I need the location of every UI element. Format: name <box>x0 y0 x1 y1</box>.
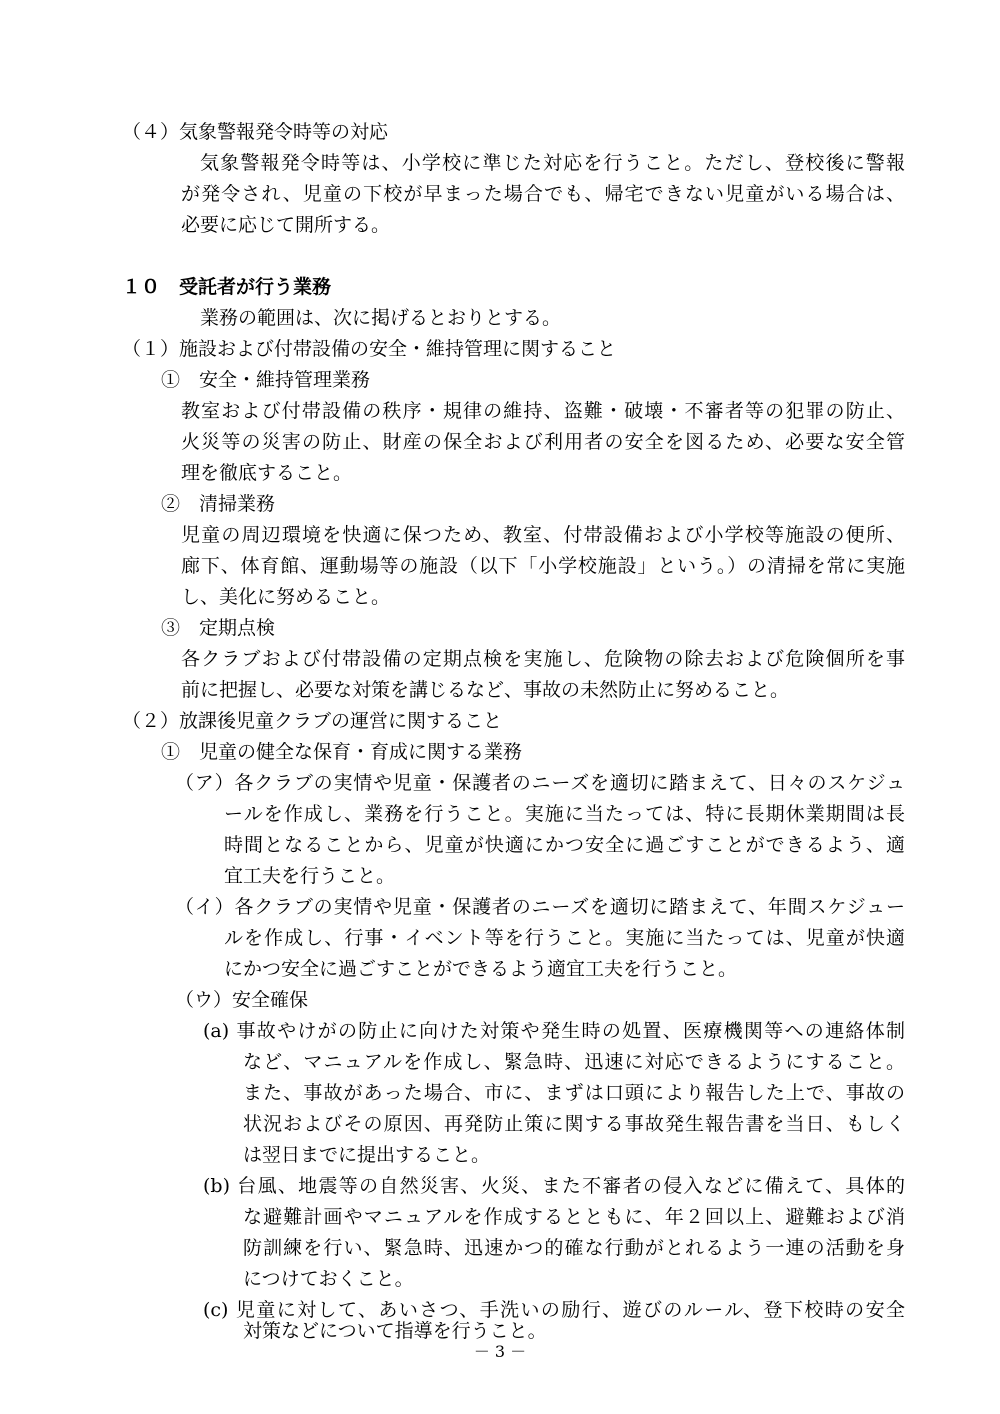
paragraph-line: 児童の周辺環境を快適に保つため、教室、付帯設備および小学校等施設の便所、 <box>181 524 905 546</box>
paragraph-line: ールを作成し、業務を行うこと。実施に当たっては、特に長期休業期間は長 <box>224 803 905 825</box>
paragraph-line: な避難計画やマニュアルを作成するとともに、年２回以上、避難および消 <box>243 1206 905 1228</box>
paragraph-line: 理を徹底すること。 <box>181 462 353 484</box>
paragraph-line: (b) 台風、地震等の自然災害、火災、また不審者の侵入などに備えて、具体的 <box>203 1175 905 1197</box>
paragraph-line: 各クラブおよび付帯設備の定期点検を実施し、危険物の除去および危険個所を事 <box>181 648 905 670</box>
subsection-2-heading: （２）放課後児童クラブの運営に関すること <box>122 710 503 732</box>
paragraph-line: にかつ安全に過ごすことができるよう適宜工夫を行うこと。 <box>224 958 738 980</box>
paragraph-line: 業務の範囲は、次に掲げるとおりとする。 <box>200 307 562 329</box>
item-heading: ③ 定期点検 <box>161 617 276 639</box>
item-heading: （ウ）安全確保 <box>175 989 309 1011</box>
item-heading: ① 児童の健全な保育・育成に関する業務 <box>161 741 523 763</box>
paragraph-line: が発令され、児童の下校が早まった場合でも、帰宅できない児童がいる場合は、 <box>181 183 905 205</box>
paragraph-line: (a) 事故やけがの防止に向けた対策や発生時の処置、医療機関等への連絡体制 <box>203 1020 905 1042</box>
paragraph-line: （ア）各クラブの実情や児童・保護者のニーズを適切に踏まえて、日々のスケジュ <box>175 772 905 794</box>
paragraph-line: (c) 児童に対して、あいさつ、手洗いの励行、遊びのルール、登下校時の安全 <box>203 1299 905 1321</box>
paragraph-line: 廊下、体育館、運動場等の施設（以下「小学校施設」という。）の清掃を常に実施 <box>181 555 905 577</box>
paragraph-line: また、事故があった場合、市に、まずは口頭により報告した上で、事故の <box>243 1082 905 1104</box>
paragraph-line: は翌日までに提出すること。 <box>243 1144 491 1166</box>
paragraph-line: 火災等の災害の防止、財産の保全および利用者の安全を図るため、必要な安全管 <box>181 431 905 453</box>
paragraph-line: 宜工夫を行うこと。 <box>224 865 396 887</box>
paragraph-line: 必要に応じて開所する。 <box>181 214 391 236</box>
subsection-1-heading: （１）施設および付帯設備の安全・維持管理に関すること <box>122 338 617 360</box>
paragraph-line: 状況およびその原因、再発防止策に関する事故発生報告書を当日、もしく <box>243 1113 905 1135</box>
paragraph-line: （イ）各クラブの実情や児童・保護者のニーズを適切に踏まえて、年間スケジュー <box>175 896 905 918</box>
paragraph-line: 対策などについて指導を行うこと。 <box>243 1320 547 1342</box>
paragraph-line: 前に把握し、必要な対策を講じるなど、事故の未然防止に努めること。 <box>181 679 790 701</box>
paragraph-line: 教室および付帯設備の秩序・規律の維持、盗難・破壊・不審者等の犯罪の防止、 <box>181 400 905 422</box>
paragraph-line: 時間となることから、児童が快適にかつ安全に過ごすことができるよう、適 <box>224 834 905 856</box>
page-number: － 3 － <box>473 1342 527 1361</box>
paragraph-line: 防訓練を行い、緊急時、迅速かつ的確な行動がとれるよう一連の活動を身 <box>243 1237 905 1259</box>
paragraph-line: につけておくこと。 <box>243 1268 414 1290</box>
paragraph-line: 気象警報発令時等は、小学校に準じた対応を行うこと。ただし、登校後に警報 <box>200 152 905 174</box>
paragraph-line: し、美化に努めること。 <box>181 586 391 608</box>
section-4-heading: （４）気象警報発令時等の対応 <box>122 121 389 143</box>
paragraph-line: ルを作成し、行事・イベント等を行うこと。実施に当たっては、児童が快適 <box>224 927 905 949</box>
item-heading: ① 安全・維持管理業務 <box>161 369 371 391</box>
section-10-heading: １０ 受託者が行う業務 <box>122 276 332 298</box>
item-heading: ② 清掃業務 <box>161 493 276 515</box>
paragraph-line: など、マニュアルを作成し、緊急時、迅速に対応できるようにすること。 <box>243 1051 905 1073</box>
